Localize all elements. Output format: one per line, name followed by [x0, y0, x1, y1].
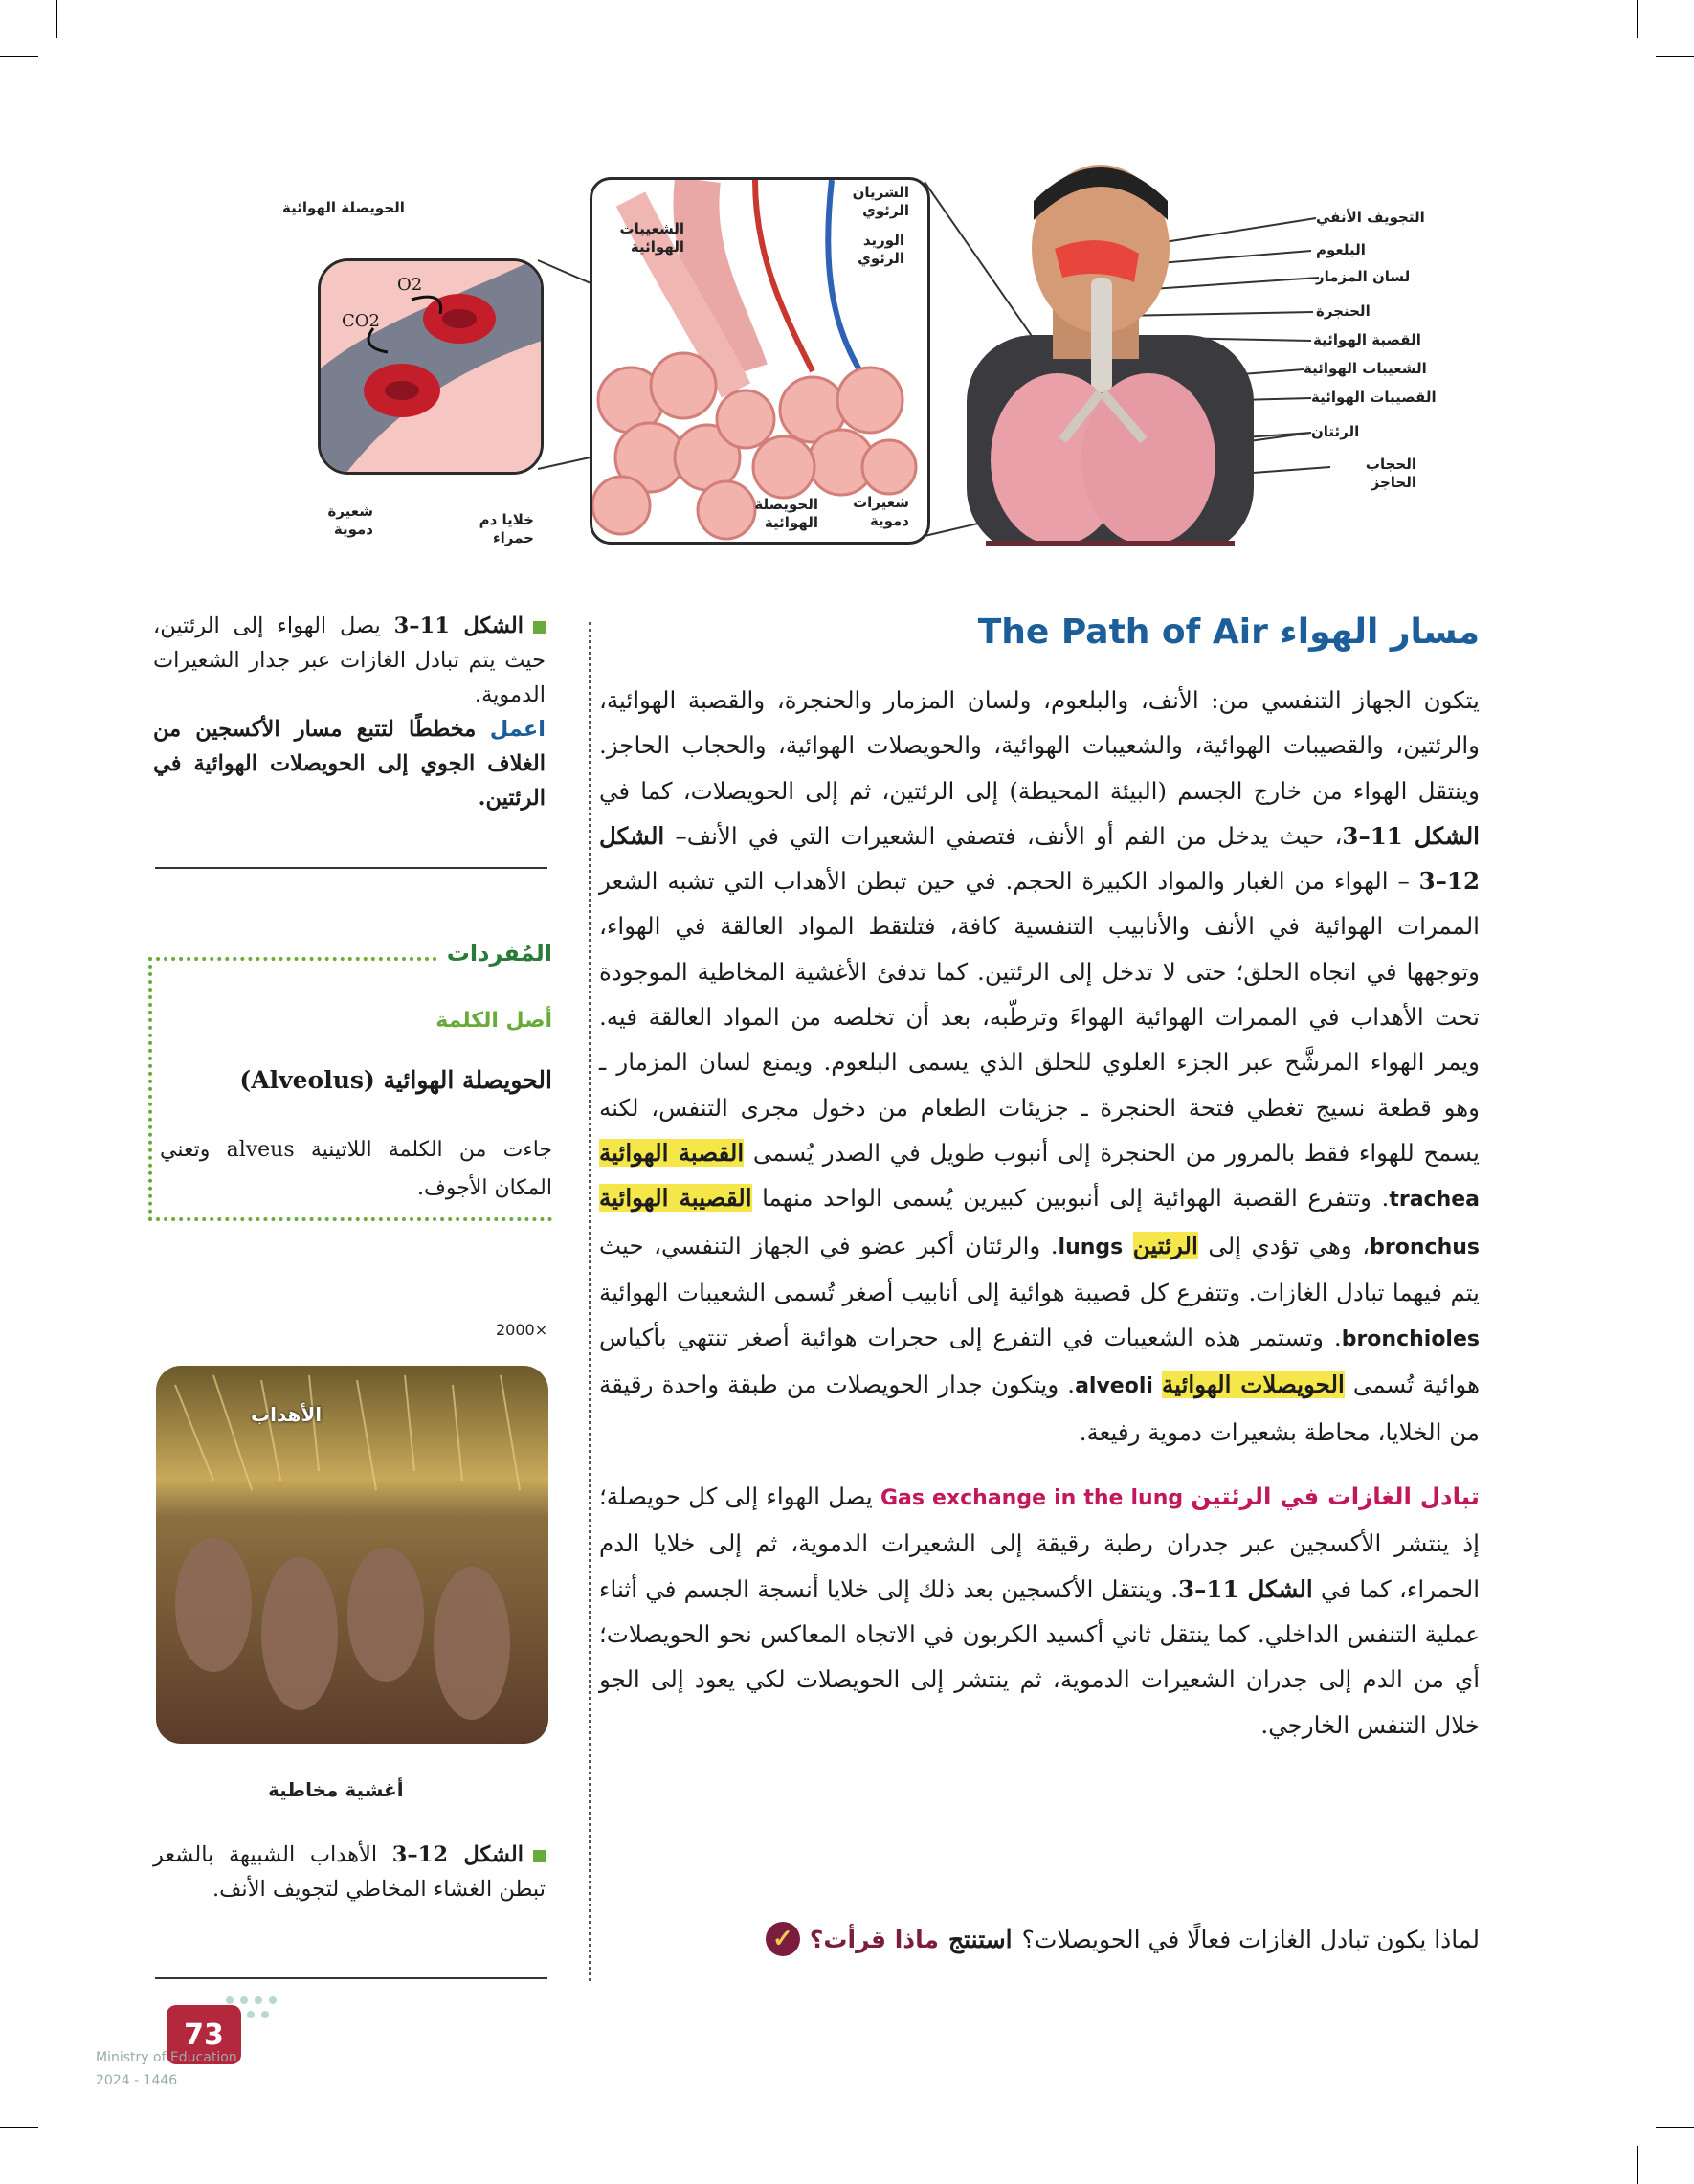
paragraph-gas-exchange: [599, 1474, 1480, 1748]
figure-caption-12-3: [153, 1838, 546, 1906]
figure-ref: الشكل 11–3: [1342, 821, 1480, 850]
label-pulmonary-vein: الوريد الرئوي: [858, 232, 904, 267]
label-alveolus-detail: الحويصلة الهوائية: [754, 496, 818, 531]
label-capillary: شعيرة دموية: [327, 502, 373, 538]
mucous-membrane-label: أغشية مخاطية: [268, 1778, 404, 1801]
latin-term: trachea: [1389, 1188, 1481, 1213]
gas-exchange-illustration: [321, 261, 541, 472]
cilia-micrograph: [156, 1366, 548, 1744]
word-origin-label: أصل الكلمة: [435, 1009, 552, 1033]
caption-text: [153, 609, 546, 712]
reading-check: [766, 1922, 1480, 1956]
label-capillaries-detail: شعيرات دموية: [853, 494, 909, 529]
respiratory-system-illustration: [967, 163, 1254, 546]
reading-check-verb: استنتج: [947, 1925, 1013, 1953]
label-epiglottis: لسان المزمار: [1316, 268, 1411, 285]
text-span: . وتتفرع القصبة الهوائية إلى أنبوبين كبيرين يُسمى الواحد منهما: [762, 1184, 1390, 1213]
label-diaphragm: الحجاب الحاجز: [1365, 456, 1416, 491]
reading-check-title: ماذا قرأت؟: [809, 1925, 939, 1953]
caption-text: [153, 1838, 546, 1906]
cilia-micrograph-image: [156, 1366, 548, 1744]
co2-symbol: CO2: [342, 311, 380, 331]
page-number: 73: [167, 2005, 241, 2064]
latin-term: lungs: [1058, 1235, 1124, 1259]
activity-text: مخططًا لتتبع مسار الأكسجين من الغلاف الجوي إلى الحويصلات الهوائية في الرئتين.: [153, 717, 546, 811]
text-span: يصل الهواء إلى كل حويصلة؛ إذ ينتشر الأكسجين عبر جدران رطبة رقيقة إلى الشعيرات الدموية، ثم إلى خلايا الدم الحمراء، كما في: [599, 1482, 1480, 1603]
caption-figure-number: الشكل 11–3: [393, 613, 524, 638]
label-bronchi: القصيبات الهوائية: [1311, 389, 1437, 406]
label-nasal-cavity: التجويف الأنفي: [1316, 209, 1425, 226]
caption-body: الأهداب الشبيهة بالشعر تبطن الغشاء المخاطي لتجويف الأنف.: [153, 1842, 546, 1902]
reading-check-question: لماذا يكون تبادل الغازات فعالًا في الحويصلات؟: [1021, 1925, 1480, 1953]
latin-term: bronchioles: [1341, 1327, 1480, 1352]
text-span: – الهواء من الغبار والمواد الكبيرة الحجم. في حين تبطن الأهداب التي تشبه الشعر الممرات الهوائية في الأنف والأنابيب التنفسية كافة، فتلتقط المواد العالقة في الهواء، وتوجهها في اتجاه الحلق؛ حتى لا تدخل إلى الرئتين. كما تدفئ الأغشية المخاطية الموجودة تحت الأهداب في الممرات الهوائية الهواءَ وترطّبه، بعد أن تخلصه من المواد العالقة فيه. ويمر الهواء المرشَّح عبر الجزء العلوي للحلق الذي يسمى البلعوم. ويمنع لسان المزمار ـ وهو قطعة نسيج تغطي فتحة الحنجرة ـ جزيئات الطعام من دخول مجرى التنفس، لكنه يسمح للهواء فقط بالمرور من الحنجرة إلى أنبوب طويل في الصدر يُسمى: [599, 867, 1480, 1167]
cilia-label: الأهداب: [251, 1403, 323, 1426]
caption-figure-number: الشكل 12–3: [391, 1842, 524, 1867]
term-alveoli: الحويصلات الهوائية: [1162, 1371, 1345, 1399]
crop-mark: [1637, 2146, 1638, 2184]
term-lungs: الرئتين: [1132, 1231, 1198, 1259]
activity-label: اعمل: [489, 717, 546, 742]
label-pulmonary-artery: الشريان الرئوي: [852, 184, 909, 219]
vocabulary-title: المُفردات: [437, 940, 552, 967]
latin-term: alveoli: [1075, 1374, 1153, 1399]
term-bronchus: القصيبة الهوائية: [599, 1184, 752, 1213]
text-span: يتكون الجهاز التنفسي من: الأنف، والبلعوم، ولسان المزمار والحنجرة، والقصبة الهوائية، والرئتين، والقصيبات الهوائية، والشعيبات الهوائية، والحويصلات الهوائية، والحجاب الحاجز. وينتقل الهواء من خارج الجسم (البيئة المحيطة) إلى الرئتين، ثم إلى الحويصلات، كما في: [599, 686, 1480, 805]
main-text: [599, 678, 1480, 1748]
caption-bullet-icon: [533, 621, 546, 634]
crop-mark: [1656, 2127, 1694, 2128]
figure-ref: الشكل 11–3: [1178, 1574, 1313, 1603]
label-alveolus: الحويصلة الهوائية: [282, 199, 405, 216]
o2-symbol: O2: [397, 275, 423, 295]
label-larynx: الحنجرة: [1316, 302, 1371, 320]
text-span: . والرئتان أكبر عضو في الجهاز التنفسي، حيث يتم فيهما تبادل الغازات. وتتفرع كل قصيبة هوائية إلى أنابيب أصغر تُسمى الشعيبات الهوائية: [599, 1231, 1480, 1306]
text-span: . ويتكون جدار الحويصلات من طبقة واحدة رقيقة من الخلايا، محاطة بشعيرات دموية رفيعة.: [599, 1371, 1480, 1446]
text-span: ، وهي تؤدي إلى: [1208, 1231, 1371, 1259]
magnification-label: 2000×: [496, 1321, 548, 1339]
separator-line: [155, 1977, 547, 1979]
crop-mark: [0, 2127, 38, 2128]
separator-line: [155, 867, 547, 869]
text-span: ، حيث يدخل من الفم أو الأنف، فتصفي الشعيرات التي في الأنف–: [675, 821, 1343, 850]
label-bronchioles: الشعيبات الهوائية: [1304, 360, 1427, 377]
gas-exchange-panel: [318, 258, 544, 475]
ministry-watermark: Ministry of Education: [96, 2050, 237, 2065]
label-red-blood-cells: خلايا دم حمراء: [479, 511, 534, 546]
latin-term: bronchus: [1370, 1235, 1481, 1259]
caption-body: يصل الهواء إلى الرئتين، حيث يتم تبادل الغازات عبر جدار الشعيرات الدموية.: [153, 613, 546, 707]
vocabulary-word: الحويصلة الهوائية (Alveolus): [239, 1066, 552, 1094]
label-lungs: الرئتان: [1311, 423, 1360, 440]
vocabulary-box: [148, 940, 552, 1221]
column-divider: [589, 622, 591, 1981]
section-title: مسار الهواء The Path of Air: [977, 613, 1480, 652]
checkmark-icon: ✓: [766, 1922, 800, 1956]
text-span: . وتستمر هذه الشعيبات في التفرع إلى حجرات هوائية أصغر تنتهي بأكياس هوائية تُسمى: [599, 1324, 1481, 1399]
label-trachea: القصبة الهوائية: [1313, 331, 1421, 348]
caption-activity: [153, 712, 546, 815]
year-watermark: 2024 - 1446: [96, 2073, 178, 2088]
text-span: . وينتقل الأكسجين بعد ذلك إلى خلايا أنسجة الجسم في أثناء عملية التنفس الداخلي. كما ينتقل ثاني أكسيد الكربون في الاتجاه المعاكس نحو الحويصلات؛ أي من الدم إلى جدران الشعيرات الدموية، ثم ينتشر إلى الحويصلات لكي يعود إلى الجو خلال التنفس الخارجي.: [599, 1574, 1480, 1739]
label-pharynx: البلعوم: [1316, 241, 1366, 258]
vocabulary-definition: جاءت من الكلمة اللاتينية alveus وتعني المكان الأجوف.: [160, 1138, 552, 1200]
subheading-gas-exchange-en: Gas exchange in the lung: [880, 1486, 1184, 1511]
subheading-gas-exchange: تبادل الغازات في الرئتين: [1191, 1482, 1481, 1511]
figure-caption-11-3: [153, 609, 546, 815]
figure-ref: الشكل 12–3: [599, 821, 1480, 896]
term-trachea: القصبة الهوائية: [599, 1138, 745, 1167]
caption-bullet-icon: [533, 1850, 546, 1862]
paragraph-path-of-air: [599, 678, 1480, 1455]
label-bronchioles-detail: الشعيبات الهوائية: [619, 220, 684, 256]
